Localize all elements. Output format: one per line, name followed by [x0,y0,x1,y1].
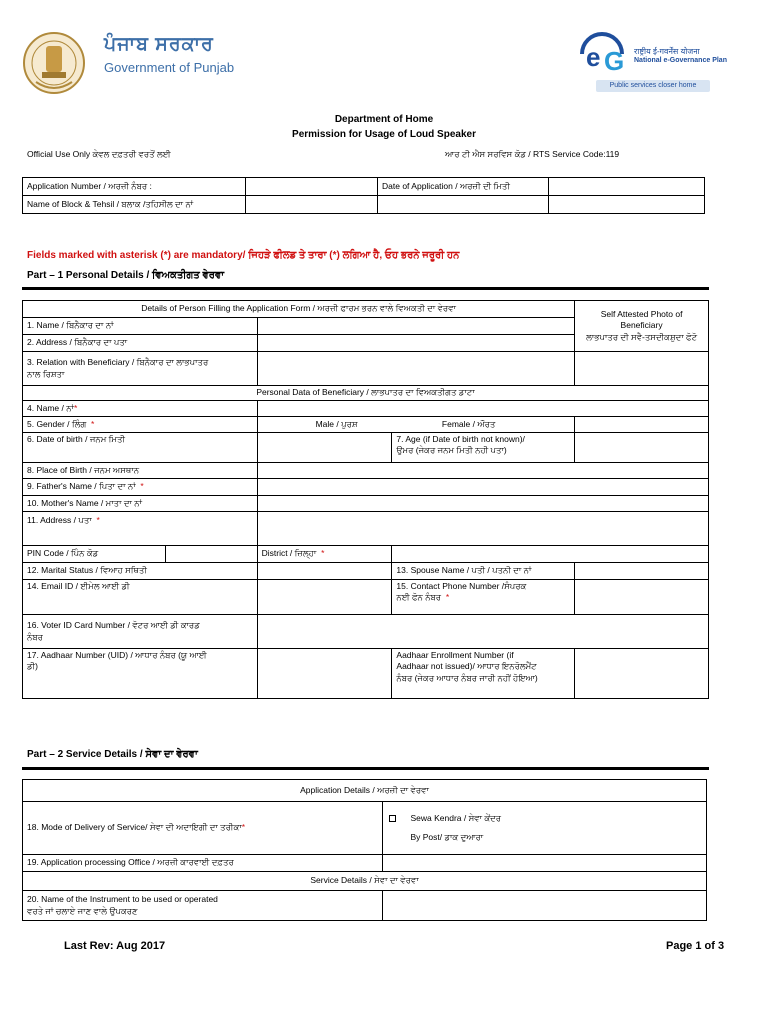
gender-options[interactable] [257,417,575,433]
beneficiary-name-text: 4. Name / ਨਾਂ [27,402,74,413]
option-by-post[interactable] [389,832,702,843]
place-of-birth-label: 8. Place of Birth / ਜਨਮ ਅਸਥਾਨ [23,463,258,479]
part2-heading: Part – 2 Service Details / ਸੇਵਾ ਦਾ ਵੇਰਵਾ [27,749,198,760]
voter-id-label-line2: ਨੰਬਰ [27,631,43,642]
processing-office-number: 19. [27,857,39,868]
relation-label-line1: 3. Relation with Beneficiary / ਬਿਨੈਕਾਰ ਦਾ ਲਾਭਪਾਤਰ [27,357,209,368]
block-tehsil-field[interactable] [246,196,378,214]
aadhaar-enrollment-label [392,649,575,699]
aadhaar-field[interactable] [257,649,392,699]
photo-label-pa: ਲਾਭਪਾਤਰ ਦੀ ਸਵੈ-ਤਸਦੀਕਸ਼ੁਦਾ ਫੋਟੋ [586,331,698,342]
relation-field[interactable] [257,352,575,386]
required-asterisk: * [91,418,95,429]
beneficiary-name-field[interactable] [257,401,708,417]
delivery-mode-text: Mode of Delivery of Service/ ਸੇਵਾ ਦੀ ਅਦਾਇਗੀ ਦਾ ਤਰੀਕਾ [38,822,242,833]
punjab-govt-subtitle: Government of Punjab [104,60,235,75]
email-label: 14. Email ID / ਈਮੇਲ ਆਈ ਡੀ [23,580,258,615]
marital-status-field[interactable] [257,563,392,580]
photo-box-continued [575,352,709,386]
pin-code-label: PIN Code / ਪਿੰਨ ਕੋਡ [23,546,166,563]
gender-female-option[interactable]: Female / ਔਰਤ [441,418,496,429]
egov-hindi-title: राष्ट्रीय ई-गवर्नेंस योजना [634,47,700,56]
gender-text: 5. Gender / ਲਿੰਗ [27,418,87,429]
age-label [392,433,575,463]
mother-name-label: 10. Mother's Name / ਮਾਤਾ ਦਾ ਨਾਂ [23,496,258,512]
instrument-label [23,891,383,921]
beneficiary-address-text: 11. Address / ਪਤਾ [27,515,92,525]
marital-status-label: 12. Marital Status / ਵਿਆਹ ਸਥਿਤੀ [23,563,258,580]
district-label [257,546,392,563]
instrument-label-line1: 20. Name of the Instrument to be used or operated [27,894,218,905]
personal-details-table [22,300,709,699]
egov-logo-icon [574,26,630,82]
father-name-label [23,479,258,496]
gender-label [23,417,258,433]
age-label-line1: 7. Age (if Date of birth not known)/ [396,434,525,444]
phone-label-line2 [396,592,570,603]
phone-label-line1: 15. Contact Phone Number /ਸੰਪਰਕ [396,581,527,591]
email-field[interactable] [257,580,392,615]
required-asterisk: * [73,402,78,413]
beneficiary-name-label [23,401,258,417]
pin-code-field[interactable] [165,546,257,563]
instrument-label-line2: ਵਰਤੇ ਜਾਂ ਚਲਾਏ ਜਾਣ ਵਾਲੇ ਉਪਕਰਣ [27,905,138,916]
beneficiary-address-label [23,512,258,546]
beneficiary-address-field[interactable] [257,512,708,546]
applicant-name-field[interactable] [257,318,575,335]
processing-office-label [23,855,383,872]
sewa-kendra-checkbox[interactable] [389,815,396,822]
mandatory-note: Fields marked with asterisk (*) are mandatory/ ਜਿਹੜੇ ਫੀਲਡ ਤੇ ਤਾਰਾ (*) ਲਗਿਆ ਹੈ, ਓਹ ਭਰਨੇ ਜਰੂਰੀ ਹਨ [27,250,460,261]
part2-divider [22,767,709,770]
father-name-text: 9. Father's Name / ਪਿਤਾ ਦਾ ਨਾਂ [27,481,136,492]
page-number: Page 1 of 3 [666,940,725,952]
egov-tagline: Public services closer home [596,80,710,92]
dob-field[interactable] [257,433,392,463]
spouse-name-field[interactable] [575,563,709,580]
block-tehsil-field-2[interactable] [378,196,549,214]
block-tehsil-field-3[interactable] [549,196,705,214]
phone-label [392,580,575,615]
application-info-table [22,177,705,214]
applicant-address-label: 2. Address / ਬਿਨੈਕਾਰ ਦਾ ਪਤਾ [23,335,258,352]
relation-label-line2: ਨਾਲ ਰਿਸ਼ਤਾ [27,368,65,379]
option-sewa-kendra[interactable] [389,813,702,824]
by-post-label: By Post/ ਡਾਕ ਦੁਆਰਾ [410,832,484,842]
official-use-label: Official Use Only ਕੇਵਲ ਦਫ਼ਤਰੀ ਵਰਤੋਂ ਲਈ [27,149,171,159]
application-details-header: Application Details / ਅਰਜ਼ੀ ਦਾ ਵੇਰਵਾ [23,780,707,802]
gender-male-option[interactable]: Male / ਪੁਰਸ਼ [315,418,358,429]
delivery-mode-label [23,802,383,855]
dob-label: 6. Date of birth / ਜਨਮ ਮਿਤੀ [23,433,258,463]
mother-name-field[interactable] [257,496,708,512]
egov-english-title: National e-Governance Plan [634,57,727,64]
phone-label-line2-text: ਨਈ ਫੋਨ ਨੰਬਰ [396,592,442,603]
app-number-field[interactable] [246,178,378,196]
delivery-mode-options [383,802,707,855]
applicant-address-field[interactable] [257,335,575,352]
processing-office-field[interactable] [383,855,707,872]
place-of-birth-field[interactable] [257,463,708,479]
required-asterisk: * [96,515,100,525]
filler-details-header: Details of Person Filling the Application Form / ਅਰਜ਼ੀ ਫਾਰਮ ਭਰਨ ਵਾਲੇ ਵਿਅਕਤੀ ਦਾ ਵੇਰਵਾ [23,301,575,318]
department-title: Department of Home [334,114,434,125]
district-text: District / ਜ਼ਿਲ੍ਹਾ [261,548,317,559]
part1-divider [22,287,709,290]
age-field[interactable] [575,433,709,463]
voter-id-label [23,615,258,649]
enrollment-label-line3: ਨੰਬਰ (ਜੇਕਰ ਆਧਾਰ ਨੰਬਰ ਜਾਰੀ ਨਹੀਂ ਹੋਇਆ) [396,672,538,683]
district-field[interactable] [392,546,709,563]
aadhaar-enrollment-field[interactable] [575,649,709,699]
processing-office-text: Application processing Office / ਅਰਜ਼ੀ ਕਾਰਵਾਈ ਦਫ਼ਤਰ [38,857,234,868]
rts-service-code: ਆਰ ਟੀ ਐਸ ਸਰਵਿਸ ਕੋਡ / RTS Service Code:119 [445,149,620,159]
app-number-label: Application Number / ਅਰਜ਼ੀ ਨੰਬਰ : [23,178,246,196]
voter-id-label-line1: 16. Voter ID Card Number / ਵੋਟਰ ਆਈ ਡੀ ਕਾਰਡ [27,620,200,631]
required-asterisk: * [445,592,450,603]
service-details-table [22,779,707,921]
voter-id-field[interactable] [257,615,708,649]
age-label-line2: ਉਮਰ (ਜੇਕਰ ਜਨਮ ਮਿਤੀ ਨਹੀ ਪਤਾ) [396,445,507,456]
aadhaar-label-line2: ਡੀ) [27,661,38,672]
required-asterisk: * [321,548,325,559]
svg-text:e: e [586,42,601,72]
block-tehsil-label: Name of Block & Tehsil / ਬਲਾਕ /ਤਹਿਸੀਲ ਦਾ ਨਾਂ [23,196,246,214]
part1-heading: Part – 1 Personal Details / ਵਿਅਕਤੀਗਤ ਵੇਰਵਾ [27,270,225,281]
aadhaar-label-line1: 17. Aadhaar Number (UID) / ਆਧਾਰ ਨੰਬਰ (ਯੂ ਆਈ [27,650,207,660]
date-of-application-field[interactable] [549,178,705,196]
aadhaar-label [23,649,258,699]
required-asterisk: * [241,822,245,833]
applicant-name-label: 1. Name / ਬਿਨੈਕਾਰ ਦਾ ਨਾਂ [23,318,258,335]
photo-label: Self Attested Photo of Beneficiary [600,308,683,331]
spouse-name-label: 13. Spouse Name / ਪਤੀ / ਪਤਨੀ ਦਾ ਨਾਂ [392,563,575,580]
required-asterisk: * [140,481,144,492]
punjab-govt-title: ਪੰਜਾਬ ਸਰਕਾਰ [104,34,214,55]
relation-label [23,352,258,386]
phone-field[interactable] [575,580,709,615]
date-of-application-label: Date of Application / ਅਰਜ਼ੀ ਦੀ ਮਿਤੀ [378,178,549,196]
last-revision: Last Rev: Aug 2017 [64,940,166,952]
photo-box[interactable] [575,301,709,352]
form-title: Permission for Usage of Loud Speaker [292,129,476,140]
service-details-header: Service Details / ਸੇਵਾ ਦਾ ਵੇਰਵਾ [23,872,707,891]
instrument-field[interactable] [383,891,707,921]
svg-text:G: G [604,46,625,76]
beneficiary-data-header: Personal Data of Beneficiary / ਲਾਭਪਾਤਰ ਦਾ ਵਿਅਕਤੀਗਤ ਡਾਟਾ [23,386,709,401]
enrollment-label-line1: Aadhaar Enrollment Number (if [396,650,514,660]
father-name-field[interactable] [257,479,708,496]
delivery-mode-number: 18. [27,822,39,833]
punjab-emblem-icon [22,28,86,98]
gender-extra [575,417,709,433]
enrollment-label-line2: Aadhaar not issued)/ ਆਧਾਰ ਇਨਰੋਲਮੈਂਟ [396,661,537,672]
sewa-kendra-label: Sewa Kendra / ਸੇਵਾ ਕੇਂਦਰ [410,812,502,823]
